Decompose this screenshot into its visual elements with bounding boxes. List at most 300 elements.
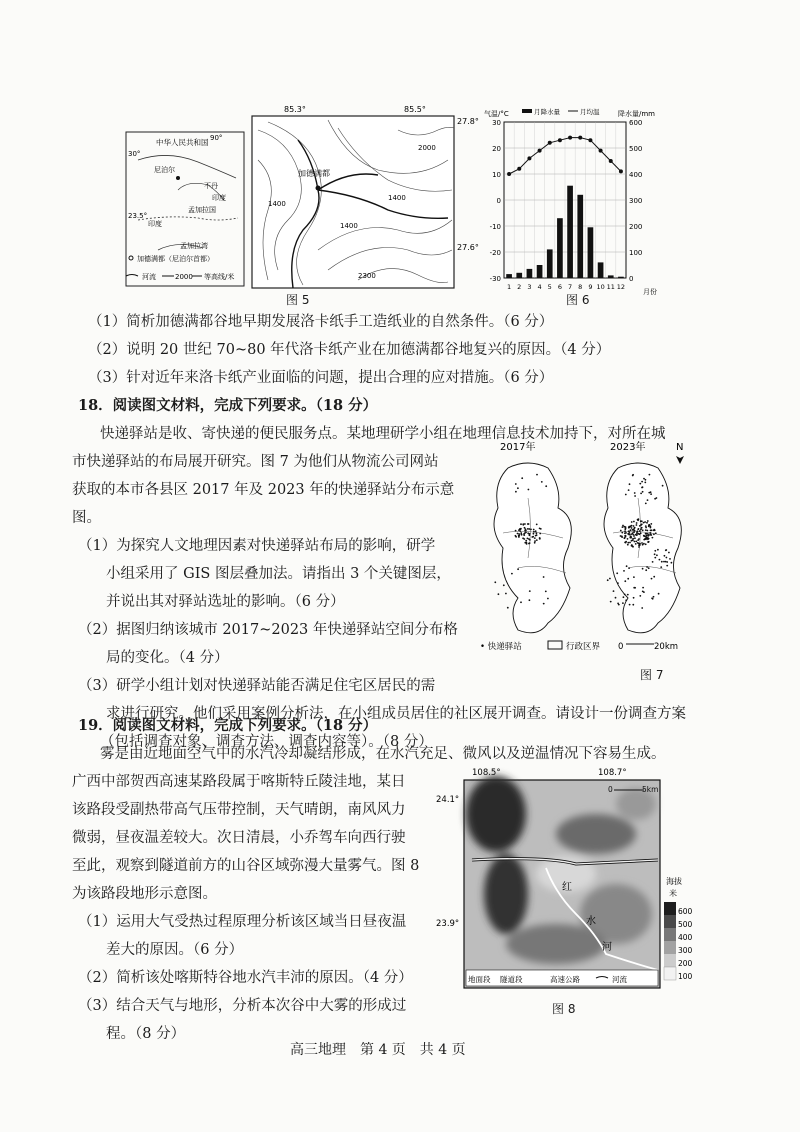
chart-right-axis-title: 降水量/mm bbox=[618, 110, 655, 118]
station-dot bbox=[631, 527, 633, 529]
inset-label: 孟加拉国 bbox=[188, 206, 216, 214]
page-footer: 高三地理 第 4 页 共 4 页 bbox=[290, 1042, 466, 1058]
q17-item: （3）针对近年来洛卡纸产业面临的问题，提出合理的应对措施。（6 分） bbox=[88, 370, 554, 386]
station-dot bbox=[642, 529, 644, 531]
chart-x-tick: 5 bbox=[547, 283, 552, 291]
station-dot bbox=[628, 489, 630, 491]
station-dot bbox=[654, 498, 656, 500]
station-dot bbox=[652, 537, 654, 539]
station-dot bbox=[630, 525, 632, 527]
station-dot bbox=[655, 532, 657, 534]
station-dot bbox=[638, 528, 640, 530]
station-dot bbox=[634, 587, 636, 589]
station-dot bbox=[646, 522, 648, 524]
chart-x-tick: 2 bbox=[517, 283, 522, 291]
station-dot bbox=[637, 530, 639, 532]
precipitation-bar bbox=[506, 274, 512, 278]
station-dot bbox=[635, 543, 637, 545]
station-dot bbox=[632, 529, 634, 531]
q18-paragraph-line: 市快递驿站的布局展开研究。图 7 为他们从物流公司网站 bbox=[72, 454, 439, 470]
elevation-swatch bbox=[664, 928, 676, 941]
station-dot bbox=[645, 525, 647, 527]
station-dot bbox=[525, 540, 527, 542]
station-dot bbox=[526, 543, 528, 545]
station-dot bbox=[641, 607, 643, 609]
elevation-swatch bbox=[664, 967, 676, 980]
river-char: 水 bbox=[586, 916, 596, 927]
chart-x-tick: 12 bbox=[616, 283, 626, 291]
station-dot bbox=[641, 542, 643, 544]
q18-paragraph-line: 获取的本市各县区 2017 年及 2023 年的快递驿站分布示意 bbox=[72, 482, 455, 498]
inset-label: 23.5° bbox=[128, 212, 148, 220]
station-dot bbox=[645, 503, 647, 505]
precipitation-bar bbox=[577, 195, 583, 278]
station-dot bbox=[650, 534, 652, 536]
q19-paragraph-line: 微弱，昼夜温差较大。次日清晨，小乔驾车向西行驶 bbox=[72, 830, 406, 846]
topo-contour-label: 1400 bbox=[388, 194, 406, 202]
station-dot bbox=[647, 535, 649, 537]
station-dot bbox=[625, 536, 627, 538]
station-dot bbox=[654, 553, 656, 555]
station-dot bbox=[651, 529, 653, 531]
station-dot bbox=[654, 550, 656, 552]
station-dot bbox=[645, 529, 647, 531]
legend-bar-swatch bbox=[522, 109, 532, 113]
fig7-legend-boundary: 行政区界 bbox=[566, 642, 601, 652]
q18-heading: 18．阅读图文材料，完成下列要求。（18 分） bbox=[78, 397, 378, 414]
station-dot bbox=[541, 481, 543, 483]
station-dot bbox=[659, 559, 661, 561]
temperature-point bbox=[609, 159, 613, 163]
station-dot bbox=[647, 499, 649, 501]
station-dot bbox=[633, 521, 635, 523]
station-dot bbox=[624, 532, 626, 534]
station-dot bbox=[520, 533, 522, 535]
station-dot bbox=[642, 587, 644, 589]
station-dot bbox=[616, 572, 618, 574]
station-dot bbox=[643, 535, 645, 537]
topo-lat-bottom: 27.6° bbox=[457, 243, 479, 252]
chart-right-tick: 400 bbox=[629, 171, 643, 179]
station-dot bbox=[634, 537, 636, 539]
station-dot bbox=[647, 520, 649, 522]
precipitation-bar bbox=[598, 262, 604, 278]
chart-right-tick: 500 bbox=[629, 145, 643, 153]
station-dot bbox=[627, 544, 629, 546]
station-dot bbox=[637, 519, 639, 521]
station-dot bbox=[627, 542, 629, 544]
station-dot bbox=[627, 538, 629, 540]
station-dot bbox=[534, 542, 536, 544]
station-dot bbox=[635, 541, 637, 543]
station-dot bbox=[653, 596, 655, 598]
station-dot bbox=[632, 546, 634, 548]
inset-label: 印度 bbox=[212, 194, 226, 202]
temperature-point bbox=[517, 167, 521, 171]
station-dot bbox=[623, 596, 625, 598]
station-dot bbox=[653, 533, 655, 535]
station-dot bbox=[539, 538, 541, 540]
legend-bar-label: 月降水量 bbox=[534, 108, 560, 116]
station-dot bbox=[641, 481, 643, 483]
station-dot bbox=[640, 520, 642, 522]
chart-left-tick: 20 bbox=[492, 145, 501, 153]
station-dot bbox=[630, 537, 632, 539]
station-dot bbox=[643, 522, 645, 524]
chart-x-tick: 3 bbox=[527, 283, 532, 291]
elevation-value: 500 bbox=[678, 920, 693, 929]
station-dot bbox=[641, 487, 643, 489]
station-dot bbox=[533, 531, 535, 533]
station-dot bbox=[654, 557, 656, 559]
station-dot bbox=[630, 529, 632, 531]
station-dot bbox=[543, 603, 545, 605]
station-dot bbox=[533, 529, 535, 531]
station-dot bbox=[666, 561, 668, 563]
station-dot bbox=[654, 529, 656, 531]
station-dot bbox=[648, 524, 650, 526]
q18-item: （3）研学小组计划对快递驿站能否满足住宅区居民的需 bbox=[78, 678, 436, 694]
chart-x-unit: 月份 bbox=[643, 288, 657, 296]
topo-lat-top: 27.8° bbox=[457, 117, 479, 126]
station-dot bbox=[652, 598, 654, 600]
station-dot bbox=[528, 528, 530, 530]
station-dot bbox=[639, 595, 641, 597]
inset-legend-contour-text: 等高线/米 bbox=[204, 273, 235, 281]
station-dot bbox=[528, 489, 530, 491]
precipitation-bar bbox=[527, 269, 533, 278]
temperature-point bbox=[507, 172, 511, 176]
chart-left-tick: 0 bbox=[496, 197, 501, 205]
station-dot bbox=[503, 584, 505, 586]
station-dot bbox=[669, 558, 671, 560]
chart-x-tick: 9 bbox=[588, 283, 593, 291]
chart-right-tick: 300 bbox=[629, 197, 643, 205]
elevation-swatch bbox=[664, 915, 676, 928]
q18-paragraph-line: 图。 bbox=[72, 510, 101, 526]
fig8-lat-top: 24.1° bbox=[436, 795, 460, 805]
elevation-value: 100 bbox=[678, 972, 693, 981]
station-dot bbox=[662, 485, 664, 487]
chart-right-tick: 600 bbox=[629, 119, 643, 127]
station-dot bbox=[625, 527, 627, 529]
figure-6-caption: 图 6 bbox=[566, 293, 590, 307]
station-dot bbox=[545, 485, 547, 487]
q17-item: （2）说明 20 世纪 70~80 年代洛卡纸产业在加德满都谷地复兴的原因。（4 分） bbox=[88, 342, 611, 358]
station-dot bbox=[636, 522, 638, 524]
q17-item: （1）简析加德满都谷地早期发展洛卡纸手工造纸业的自然条件。（6 分） bbox=[88, 314, 554, 330]
inset-label: 孟加拉湾 bbox=[180, 242, 208, 250]
station-dot bbox=[527, 523, 529, 525]
q19-item: 程。（8 分） bbox=[106, 1026, 186, 1042]
chart-x-tick: 4 bbox=[537, 283, 542, 291]
chart-x-tick: 11 bbox=[606, 283, 615, 291]
q18-paragraph-line: 快递驿站是收、寄快递的便民服务点。某地理研学小组在地理信息技术加持下，对所在城 bbox=[100, 426, 666, 442]
station-dot bbox=[607, 579, 609, 581]
station-dot bbox=[523, 534, 525, 536]
figure-8 bbox=[436, 764, 698, 996]
station-dot bbox=[515, 491, 517, 493]
station-dot bbox=[517, 487, 519, 489]
station-dot bbox=[621, 535, 623, 537]
station-dot bbox=[615, 597, 617, 599]
station-dot bbox=[527, 532, 529, 534]
station-dot bbox=[519, 530, 521, 532]
station-dot bbox=[645, 569, 647, 571]
fig8-legend-unit: 米 bbox=[669, 889, 677, 898]
station-dot bbox=[640, 528, 642, 530]
station-dot bbox=[539, 528, 541, 530]
station-dot bbox=[629, 604, 631, 606]
station-dot bbox=[524, 527, 526, 529]
station-dot bbox=[647, 541, 649, 543]
chart-left-tick: -10 bbox=[489, 223, 501, 231]
temperature-point bbox=[527, 156, 531, 160]
inset-legend-city: 加德满都（尼泊尔首都） bbox=[137, 255, 214, 263]
station-dot bbox=[658, 593, 660, 595]
precipitation-bar bbox=[588, 227, 594, 278]
topo-city-label: 加德满都 bbox=[298, 169, 330, 178]
station-dot bbox=[648, 492, 650, 494]
station-dot bbox=[635, 534, 637, 536]
station-dot bbox=[498, 593, 500, 595]
river-char: 河 bbox=[602, 942, 612, 953]
station-dot bbox=[633, 597, 635, 599]
q18-item: 小组采用了 GIS 图层叠加法。请指出 3 个关键图层， bbox=[106, 566, 451, 582]
fig8-scale-km: 5km bbox=[642, 785, 659, 794]
inset-label: 中华人民共和国 bbox=[156, 138, 209, 147]
inset-label: 30° bbox=[128, 150, 141, 158]
station-dot bbox=[646, 566, 648, 568]
station-dot bbox=[652, 561, 654, 563]
station-dot bbox=[640, 524, 642, 526]
chart-x-tick: 6 bbox=[557, 283, 562, 291]
figure-5 bbox=[118, 100, 488, 310]
station-dot bbox=[636, 524, 638, 526]
station-dot bbox=[528, 538, 530, 540]
precipitation-bar bbox=[516, 273, 522, 278]
legend-line-label: 月均温 bbox=[580, 108, 600, 116]
station-dot bbox=[633, 525, 635, 527]
q19-heading: 19．阅读图文材料，完成下列要求。（18 分） bbox=[78, 717, 378, 734]
chart-left-axis-title: 气温/°C bbox=[484, 110, 509, 118]
chart-left-tick: -20 bbox=[489, 249, 501, 257]
station-dot bbox=[641, 527, 643, 529]
station-dot bbox=[524, 523, 526, 525]
station-dot bbox=[671, 562, 673, 564]
q19-item: （3）结合天气与地形，分析本次谷中大雾的形成过 bbox=[78, 998, 407, 1014]
station-dot bbox=[547, 598, 549, 600]
station-dot bbox=[650, 523, 652, 525]
station-dot bbox=[617, 603, 619, 605]
q19-item: （2）简析该处喀斯特谷地水汽丰沛的原因。（4 分） bbox=[78, 970, 413, 986]
chart-right-tick: 100 bbox=[629, 249, 643, 257]
station-dot bbox=[639, 543, 641, 545]
station-dot bbox=[643, 478, 645, 480]
q19-paragraph-line: 雾是由近地面空气中的水汽冷却凝结形成，在水汽充足、微风以及逆温情况下容易生成。 bbox=[100, 746, 666, 762]
fig7-scale-km: 20km bbox=[654, 642, 679, 652]
precipitation-bar bbox=[537, 265, 543, 278]
station-dot bbox=[505, 593, 507, 595]
fig7-legend-dot: • 快递驿站 bbox=[480, 642, 522, 652]
station-dot bbox=[522, 523, 524, 525]
station-dot bbox=[639, 530, 641, 532]
station-dot bbox=[648, 567, 650, 569]
q19-paragraph-line: 该路段受副热带高气压带控制，天气晴朗，南风风力 bbox=[72, 802, 406, 818]
station-dot bbox=[633, 535, 635, 537]
station-dot bbox=[637, 542, 639, 544]
station-dot bbox=[627, 594, 629, 596]
fig8-legend-tunnel: 隧道段 bbox=[500, 975, 523, 984]
station-dot bbox=[629, 542, 631, 544]
fig8-lon-right: 108.7° bbox=[598, 768, 627, 778]
station-dot bbox=[644, 538, 646, 540]
station-dot bbox=[634, 492, 636, 494]
figure-8-caption: 图 8 bbox=[552, 1002, 576, 1016]
temperature-point bbox=[619, 169, 623, 173]
station-dot bbox=[534, 537, 536, 539]
station-dot bbox=[656, 554, 658, 556]
q19-paragraph-line: 广西中部贺西高速某路段属于喀斯特丘陵洼地，某日 bbox=[72, 774, 406, 790]
q18-item: 求进行研究。他们采用案例分析法，在小组成员居住的社区展开调查。请设计一份调查方案 bbox=[106, 706, 686, 722]
station-dot bbox=[632, 604, 634, 606]
station-dot bbox=[639, 483, 641, 485]
topo-lon-right: 85.5° bbox=[404, 105, 426, 114]
temperature-point bbox=[558, 138, 562, 142]
inset-label: 90° bbox=[210, 134, 223, 142]
station-dot bbox=[638, 546, 640, 548]
elevation-swatch bbox=[664, 954, 676, 967]
station-dot bbox=[633, 531, 635, 533]
station-dot bbox=[536, 539, 538, 541]
elevation-value: 200 bbox=[678, 959, 693, 968]
temperature-point bbox=[568, 136, 572, 140]
temperature-point bbox=[588, 138, 592, 142]
topo-contour-label: 2000 bbox=[418, 144, 436, 152]
station-dot bbox=[511, 573, 513, 575]
fig8-lat-bottom: 23.9° bbox=[436, 919, 460, 929]
station-dot bbox=[632, 475, 634, 477]
station-dot bbox=[621, 532, 623, 534]
station-dot bbox=[617, 582, 619, 584]
chart-right-tick: 200 bbox=[629, 223, 643, 231]
station-dot bbox=[610, 601, 612, 603]
station-dot bbox=[648, 538, 650, 540]
fig8-scale-zero: 0 bbox=[608, 785, 613, 794]
station-dot bbox=[534, 540, 536, 542]
station-dot bbox=[633, 576, 635, 578]
fig7-year-right: 2023年 bbox=[610, 442, 646, 453]
figure-7 bbox=[478, 438, 694, 668]
station-dot bbox=[625, 494, 627, 496]
station-dot bbox=[645, 533, 647, 535]
station-dot bbox=[642, 591, 644, 593]
station-dot bbox=[645, 543, 647, 545]
station-dot bbox=[649, 474, 651, 476]
precipitation-bar bbox=[618, 277, 624, 278]
station-dot bbox=[651, 578, 653, 580]
inset-legend-contour: 2000 bbox=[175, 273, 193, 281]
fig7-year-left: 2017年 bbox=[500, 442, 536, 453]
temperature-point bbox=[578, 136, 582, 140]
q18-item: （包括调查对象、调查方法、调查内容等）。（8 分） bbox=[100, 734, 433, 750]
temperature-point bbox=[599, 149, 603, 153]
station-dot bbox=[519, 528, 521, 530]
station-dot bbox=[536, 532, 538, 534]
station-dot bbox=[624, 537, 626, 539]
station-dot bbox=[638, 544, 640, 546]
station-dot bbox=[625, 599, 627, 601]
fig8-legend-river: 河流 bbox=[612, 975, 627, 984]
topo-contour-label: 1400 bbox=[340, 222, 358, 230]
chart-x-tick: 1 bbox=[507, 283, 512, 291]
station-dot bbox=[494, 581, 496, 583]
precipitation-bar bbox=[567, 186, 573, 278]
station-dot bbox=[666, 565, 668, 567]
station-dot bbox=[660, 566, 662, 568]
station-dot bbox=[624, 594, 626, 596]
station-dot bbox=[545, 591, 547, 593]
station-dot bbox=[521, 477, 523, 479]
station-dot bbox=[535, 535, 537, 537]
station-dot bbox=[529, 542, 531, 544]
station-dot bbox=[507, 607, 509, 609]
station-dot bbox=[634, 527, 636, 529]
station-dot bbox=[622, 602, 624, 604]
station-dot bbox=[531, 536, 533, 538]
q18-item: 局的变化。（4 分） bbox=[106, 650, 229, 666]
station-dot bbox=[623, 526, 625, 528]
region-map-2017 bbox=[494, 463, 571, 633]
precipitation-bar bbox=[608, 275, 614, 278]
figure-7-graphic bbox=[478, 438, 694, 668]
fig7-boundary-swatch bbox=[548, 641, 562, 649]
q19-paragraph-line: 为该路段地形示意图。 bbox=[72, 886, 217, 902]
station-dot bbox=[524, 530, 526, 532]
inset-legend-river: 河流 bbox=[142, 273, 156, 281]
station-dot bbox=[515, 530, 517, 532]
inset-label: 印度 bbox=[148, 220, 162, 228]
station-dot bbox=[629, 483, 631, 485]
station-dot bbox=[646, 535, 648, 537]
station-dot bbox=[624, 580, 626, 582]
station-dot bbox=[647, 530, 649, 532]
figure-5-graphic bbox=[118, 100, 488, 310]
station-dot bbox=[523, 538, 525, 540]
climate-chart bbox=[478, 102, 668, 308]
station-dot bbox=[518, 533, 520, 535]
station-dot bbox=[634, 541, 636, 543]
station-dot bbox=[661, 561, 663, 563]
station-dot bbox=[543, 576, 545, 578]
station-dot bbox=[623, 570, 625, 572]
elevation-value: 600 bbox=[678, 907, 693, 916]
station-dot bbox=[632, 532, 634, 534]
station-dot bbox=[640, 532, 642, 534]
station-dot bbox=[625, 541, 627, 543]
station-dot bbox=[630, 533, 632, 535]
chart-x-tick: 10 bbox=[596, 283, 605, 291]
station-dot bbox=[517, 568, 519, 570]
station-dot bbox=[642, 568, 644, 570]
q19-item: （1）运用大气受热过程原理分析该区域当日昼夜温 bbox=[78, 914, 407, 930]
station-dot bbox=[628, 567, 630, 569]
chart-left-tick: 30 bbox=[492, 119, 501, 127]
station-dot bbox=[536, 524, 538, 526]
station-dot bbox=[668, 552, 670, 554]
station-dot bbox=[515, 535, 517, 537]
inset-label: 不丹 bbox=[204, 182, 218, 190]
